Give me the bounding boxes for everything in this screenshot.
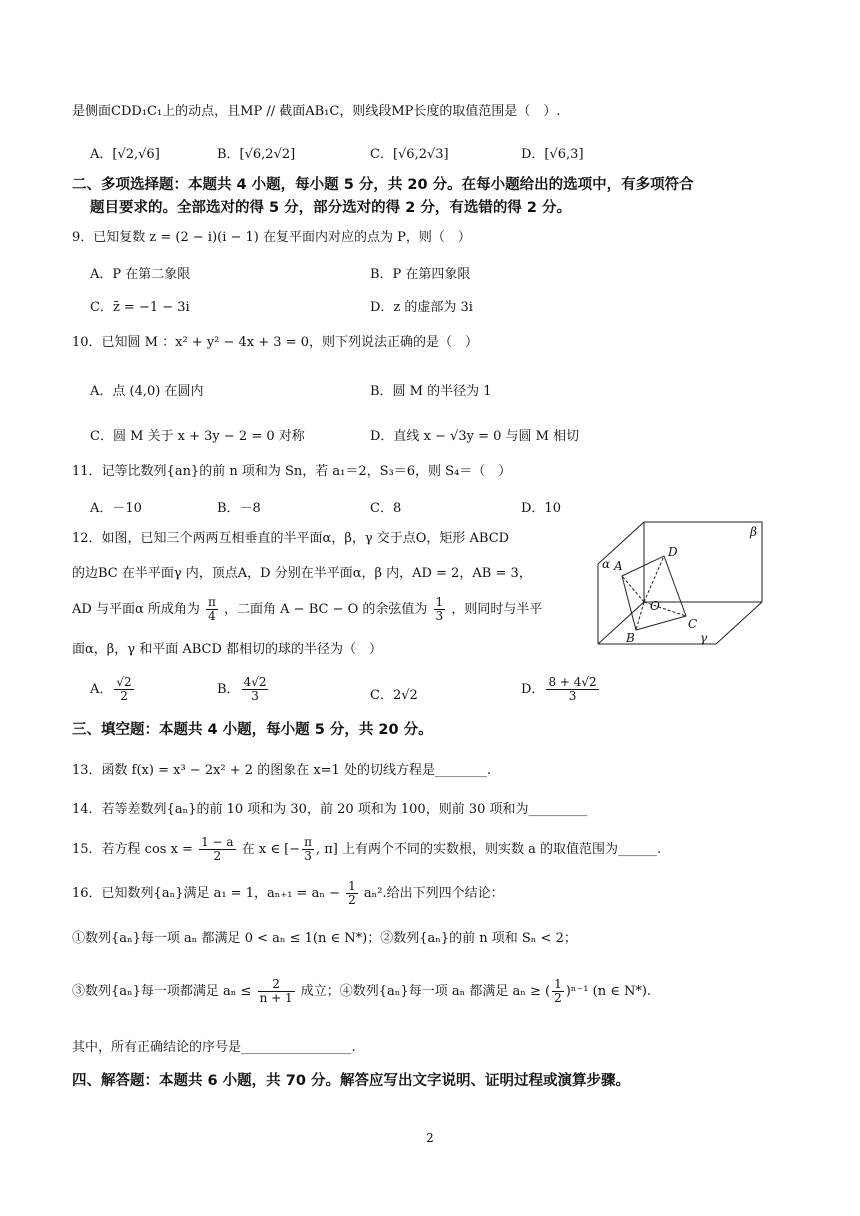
figure-floor-right-edge bbox=[716, 602, 762, 644]
q10-stem: 10．已知圆 M ：x² + y² − 4x + 3 = 0，则下列说法正确的是（ ） bbox=[72, 335, 478, 350]
q12-stem-line1: 12．如图，已知三个两两互相垂直的半平面α，β，γ 交于点O，矩形 ABCD bbox=[72, 531, 510, 546]
q16-ending: 其中，所有正确结论的序号是_________________. bbox=[72, 1040, 356, 1055]
figure-dashed-od bbox=[644, 556, 664, 602]
q15-fraction: $\frac{1 - a}{2}$ bbox=[201, 835, 234, 864]
q12-line3-part3: ，则同时与半平 bbox=[451, 602, 543, 618]
q12-angle-fraction: $\frac{\pi}{4}$ bbox=[208, 595, 216, 624]
q11-option-c: C．8 bbox=[370, 501, 402, 516]
q15-text: 15．若方程 cos x = $\frac{1 - a}{2}$ 在 x ∈ [− $\frac{\pi}{3}$ , π] 上有两个不同的实数根，则实数 a 的取值范围为______. bbox=[72, 835, 662, 864]
q11-stem: 11．记等比数列{an}的前 n 项和为 Sn，若 a₁＝2，S₃＝6，则 S₄＝（ ） bbox=[72, 464, 512, 479]
page-number: 2 bbox=[426, 1131, 434, 1145]
q11-option-d: D．10 bbox=[521, 501, 561, 516]
figure-label-gamma: γ bbox=[700, 631, 708, 645]
q12-stem-line4: 面α，β，γ 和平面 ABCD 都相切的球的半径为（ ） bbox=[72, 642, 383, 657]
q16-conclusions-1-2: ①数列{aₙ}每一项 aₙ 都满足 0 < aₙ ≤ 1(n ∈ N*)；②数列{aₙ}的前 n 项和 Sₙ < 2； bbox=[72, 931, 577, 946]
section2-heading-line1: 二、多项选择题：本题共 4 小题，每小题 5 分，共 20 分。在每小题给出的选项中，有多项符合 bbox=[72, 177, 694, 193]
q10-option-c: C．圆 M 关于 x + 3y − 2 = 0 对称 bbox=[90, 429, 305, 444]
q16-conclusions-3-4: ③数列{aₙ}每一项都满足 aₙ ≤ $\frac{2}{n + 1}$ 成立；④数列{aₙ}每一项 aₙ 都满足 aₙ ≥ ( $\frac{1}{2}$ )ⁿ⁻¹ (n ∈ N*). bbox=[72, 977, 652, 1006]
figure-label-beta: β bbox=[750, 525, 757, 539]
figure-floor-diagonal bbox=[598, 602, 644, 644]
q14-text: 14．若等差数列{aₙ}的前 10 项和为 30，前 20 项和为 100，则前 30 项和为_________ bbox=[72, 802, 587, 817]
figure-label-c: C bbox=[688, 617, 698, 631]
q12-cosine-fraction: $\frac{1}{3}$ bbox=[435, 595, 444, 624]
section2-heading-line2: 题目要求的。全部选对的得 5 分，部分选对的得 2 分，有选错的得 2 分。 bbox=[90, 200, 572, 216]
q8-option-b: B．[√6,2√2] bbox=[217, 147, 296, 162]
figure-label-b: B bbox=[626, 631, 635, 645]
q12-line3-part2: ，二面角 A − BC − O 的余弦值为 bbox=[224, 602, 428, 618]
q12-option-c: C．2√2 bbox=[370, 688, 418, 703]
q16-c4-fraction: $\frac{1}{2}$ bbox=[554, 977, 562, 1006]
q8-option-a: A．[√2,√6] bbox=[90, 147, 160, 162]
q9-option-d: D．z 的虚部为 3i bbox=[370, 300, 473, 315]
q16-fraction: $\frac{1}{2}$ bbox=[348, 879, 356, 908]
q12-stem-line2: 的边BC 在半平面γ 内，顶点A，D 分别在半平面α，β 内，AD = 2，AB = 3， bbox=[72, 566, 532, 581]
figure-label-d: D bbox=[668, 545, 678, 559]
q8-option-d: D．[√6,3] bbox=[521, 147, 584, 162]
q12-stem-line3 bbox=[72, 596, 542, 623]
q11-option-b: B．－8 bbox=[217, 501, 261, 516]
q12-option-d: D． $\frac{8 + 4√2}{3}$ bbox=[521, 675, 597, 704]
q13-text: 13．函数 f(x) = x³ − 2x² + 2 的图象在 x=1 处的切线方程是________. bbox=[72, 763, 492, 778]
q8-option-c: C．[√6,2√3] bbox=[370, 147, 449, 162]
figure-label-alpha: α bbox=[602, 557, 611, 571]
section4-heading: 四、解答题：本题共 6 小题，共 70 分。解答应写出文字说明、证明过程或演算步骤。 bbox=[72, 1073, 630, 1089]
q11-option-a: A．－10 bbox=[90, 501, 142, 516]
q10-option-a: A．点 (4,0) 在圆内 bbox=[90, 384, 204, 399]
section3-heading: 三、填空题：本题共 4 小题，每小题 5 分，共 20 分。 bbox=[72, 722, 433, 738]
q9-option-a: A．P 在第二象限 bbox=[90, 267, 191, 282]
q8-stem-tail: 是侧面CDD₁C₁上的动点，且MP // 截面AB₁C，则线段MP长度的取值范围是（ ）. bbox=[72, 104, 561, 119]
q15-pi-fraction: $\frac{\pi}{3}$ bbox=[304, 835, 312, 864]
q10-option-b: B．圆 M 的半径为 1 bbox=[370, 384, 492, 399]
q9-stem: 9．已知复数 z = (2 − i)(i − 1) 在复平面内对应的点为 P，则（ ） bbox=[72, 230, 471, 245]
figure-rectangle-abcd bbox=[622, 556, 686, 630]
figure-label-o: O bbox=[650, 599, 660, 613]
q12-figure bbox=[592, 518, 782, 650]
figure-label-a: A bbox=[614, 559, 623, 573]
q16-c3-fraction: $\frac{2}{n + 1}$ bbox=[259, 977, 293, 1006]
q16-stem: 16．已知数列{aₙ}满足 a₁ = 1，aₙ₊₁ = aₙ − $\frac{1}{2}$ aₙ².给出下列四个结论： bbox=[72, 879, 504, 908]
q9-option-c: C．z̄ = −1 − 3i bbox=[90, 300, 190, 315]
q10-option-d: D．直线 x − √3y = 0 与圆 M 相切 bbox=[370, 429, 580, 444]
q9-option-b: B．P 在第四象限 bbox=[370, 267, 471, 282]
q12-option-b: B． $\frac{4√2}{3}$ bbox=[217, 675, 267, 704]
q12-option-a: A． $\frac{√2}{2}$ bbox=[90, 675, 132, 704]
q12-line3-part1: AD 与平面α 所成角为 bbox=[72, 602, 200, 618]
